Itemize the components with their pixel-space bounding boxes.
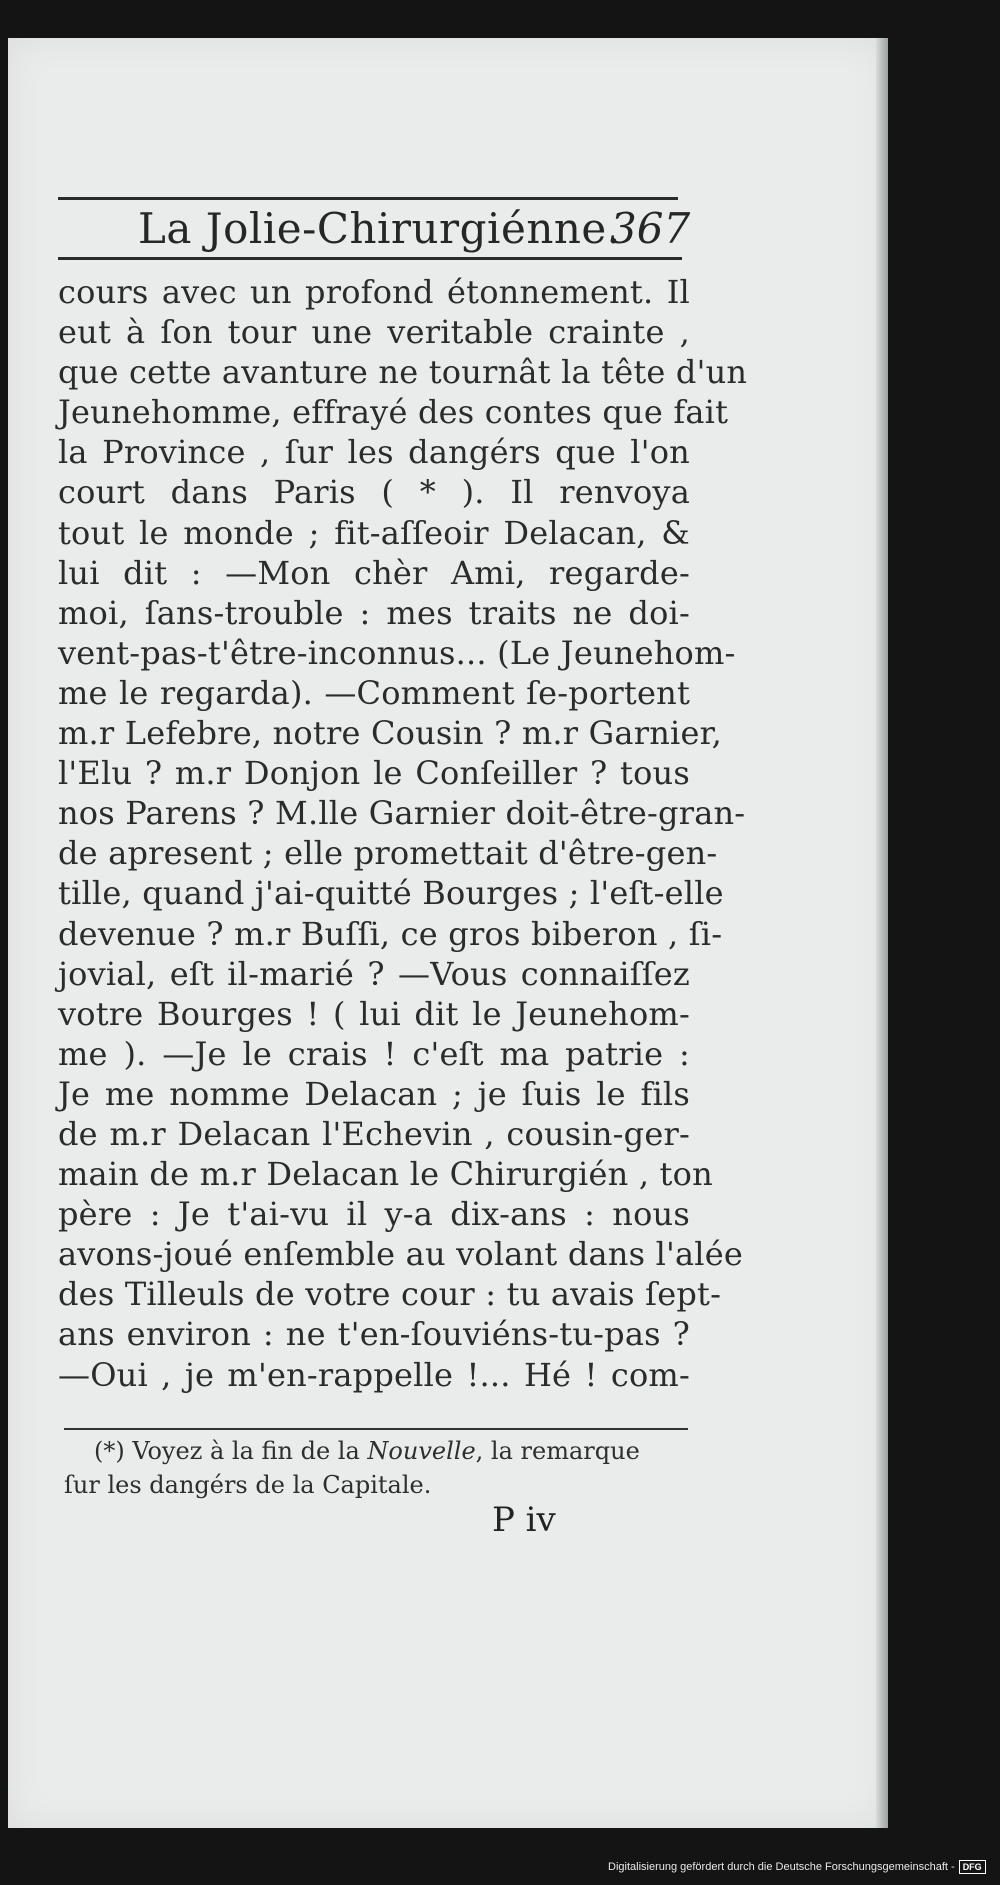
text-line: cours avec un profond étonnement. Il [58,273,690,311]
footnote-line [64,1434,689,1468]
text-line: ans environ : ne t'en-ſouviéns-tu-pas ? [58,1315,690,1354]
text-line: de apresent ; elle promettait d'être-gen- [58,834,718,873]
text-line: Jeunehomme, effrayé des contes que fait [58,393,729,432]
footnote-rule [64,1428,688,1430]
text-line: jovial, eſt il-marié ? —Vous connaiſſez [58,954,690,993]
header-rule-bottom [58,257,682,260]
text-line: tout le monde ; fit-aſſeoir Delacan, & [58,513,690,552]
text-line: eut à ſon tour une veritable crainte , [58,313,690,352]
text-line: court dans Paris ( * ). Il renvoya [58,473,690,512]
footnote-suffix: , la remarque [475,1437,640,1465]
footnote-prefix: (*) Voyez à la fin de la [94,1437,368,1465]
signature-mark: P iv [492,1500,556,1540]
footnote-line: ſur les dangérs de la Capitale. [64,1471,432,1499]
text-line: moi, ſans-trouble : mes traits ne doi- [58,593,690,632]
text-line: nos Parens ? M.lle Garnier doit-être-gran- [58,794,746,833]
dfg-logo-icon: DFG [959,1860,986,1874]
text-line: tille, quand j'ai-quitté Bourges ; l'eſt-elle [58,874,724,913]
text-line: que cette avanture ne tournât la tête d'un [58,353,748,392]
text-line: avons-joué enſemble au volant dans l'alée [58,1235,744,1274]
digitization-credit [608,1860,986,1874]
body-text [58,272,748,1395]
text-line: main de m.r Delacan le Chirurgién , ton [58,1155,713,1194]
text-line: l'Elu ? m.r Donjon le Conſeiller ? tous [58,754,690,793]
text-line: vent-pas-t'être-inconnus... (Le Jeunehom- [58,633,736,672]
text-line: me ). —Je le crais ! c'eſt ma patrie : [58,1034,690,1073]
page-edge [876,38,888,1828]
text-line: votre Bourges ! ( lui dit le Jeunehom- [58,994,690,1033]
text-line: —Oui , je m'en-rappelle !... Hé ! com- [58,1355,690,1394]
running-head [58,200,691,256]
footnote-italic: Nouvelle [367,1437,476,1465]
text-line: devenue ? m.r Buſſi, ce gros biberon , ſi- [58,914,723,953]
text-line: Je me nomme Delacan ; je ſuis le fils [58,1074,690,1113]
text-line: me le regarda). —Comment ſe-portent [58,673,690,712]
text-line: lui dit : —Mon chèr Ami, regarde- [58,553,690,592]
text-line: de m.r Delacan l'Echevin , cousin-ger- [58,1114,690,1153]
running-title: La Jolie-Chirurgiénne. [138,204,621,253]
credit-text: Digitalisierung gefördert durch die Deutsche Forschungsgemeinschaft - [608,1861,955,1873]
footnote [64,1434,689,1502]
page-number: 367 [610,204,691,253]
text-line: père : Je t'ai-vu il y-a dix-ans : nous [58,1195,690,1234]
text-line: des Tilleuls de votre cour : tu avais ſept- [58,1275,722,1314]
text-line: la Province , ſur les dangérs que l'on [58,433,690,472]
text-line: m.r Lefebre, notre Cousin ? m.r Garnier, [58,714,722,753]
